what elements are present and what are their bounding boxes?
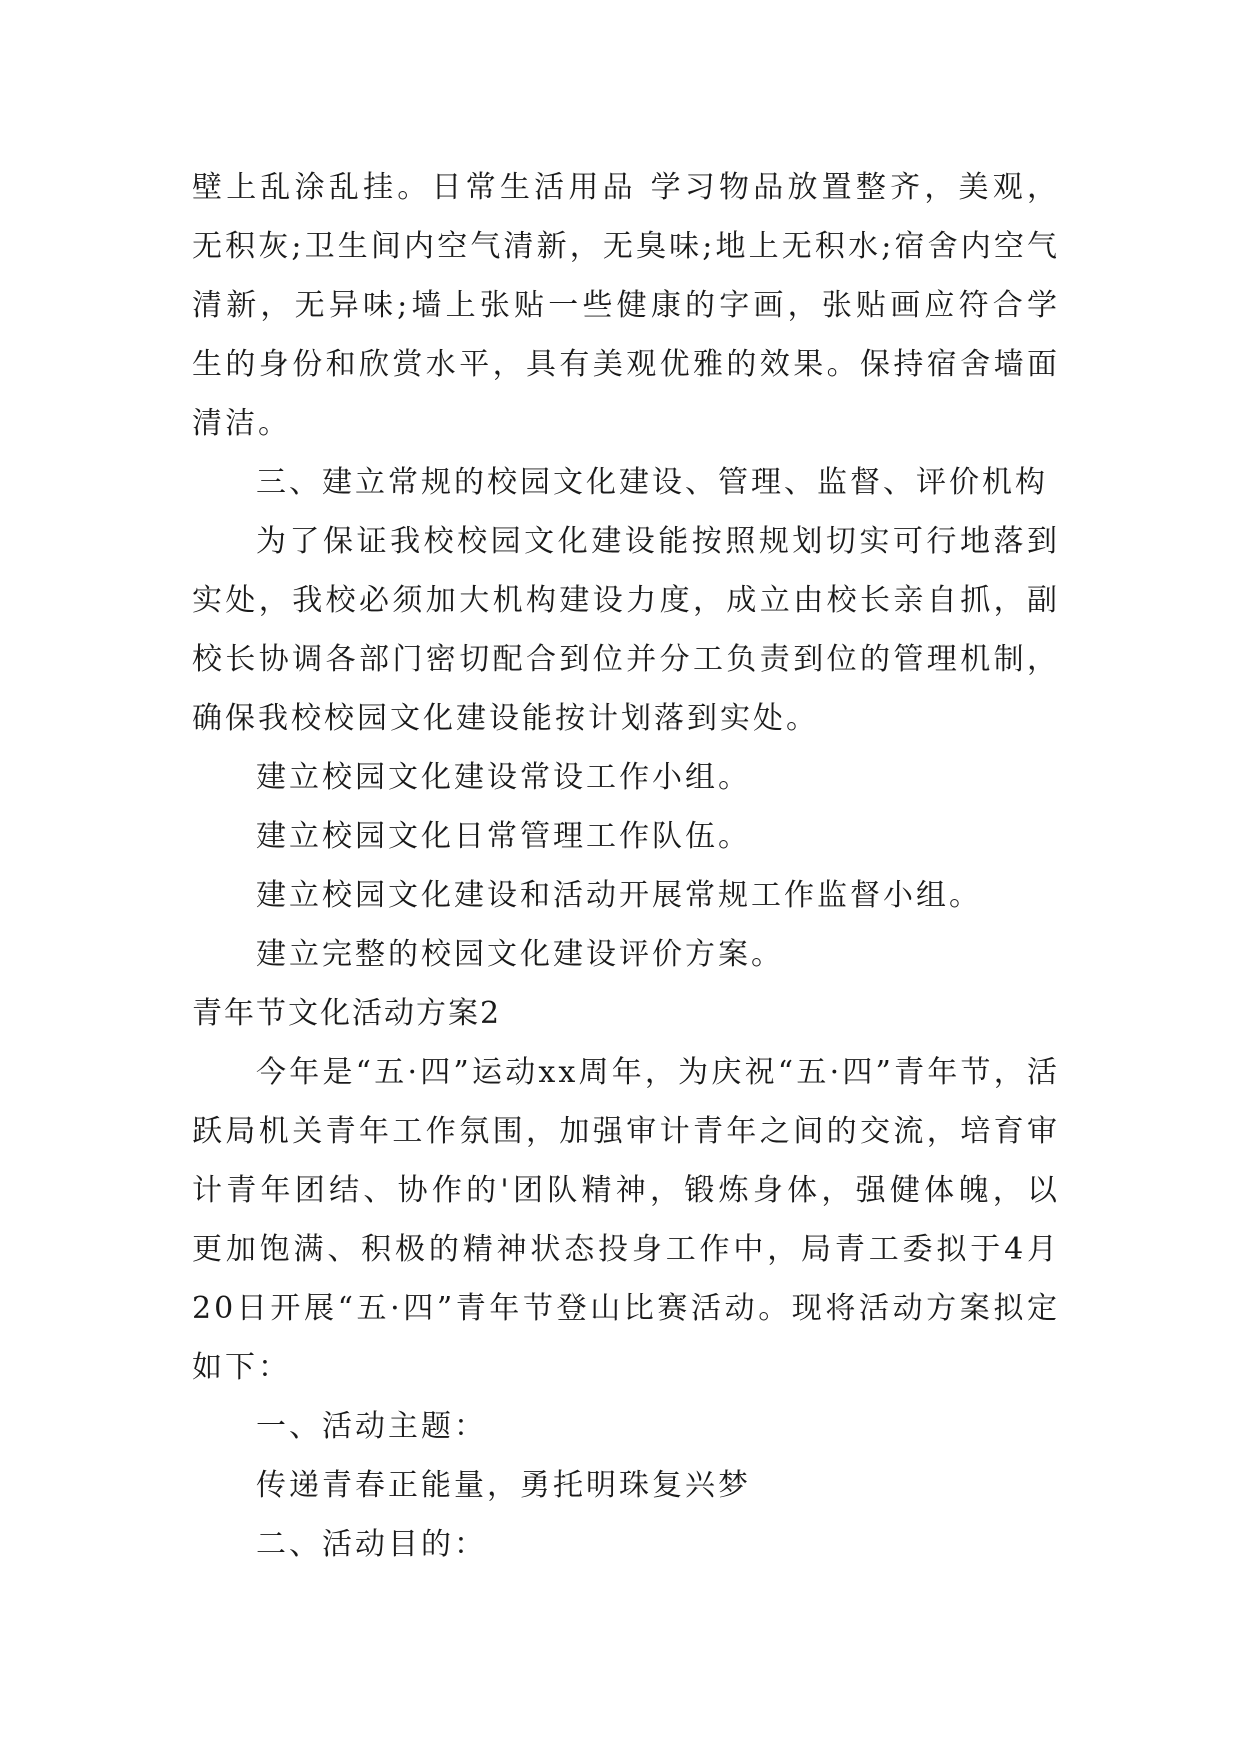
section-one-title: 一、活动主题：	[256, 1409, 487, 1444]
section-two-title: 二、活动目的：	[256, 1527, 487, 1562]
section-three-title: 三、建立常规的校园文化建设、管理、监督、评价机构	[256, 465, 1048, 500]
document-body	[192, 158, 1060, 1574]
document-heading: 青年节文化活动方案2	[192, 996, 502, 1031]
list-item-evaluation-plan: 建立完整的校园文化建设评价方案。	[256, 937, 784, 972]
list-item-working-group: 建立校园文化建设常设工作小组。	[256, 760, 751, 795]
paragraph-intro: 今年是“五·四”运动xx周年，为庆祝“五·四”青年节，活跃局机关青年工作氛围，加强审计青年之间的交流，培育审计青年团结、协作的'团队精神，锻炼身体，强健体魄，以更加饱满、积极的精神状态投身工作中，局青工委拟于4月20日开展“五·四”青年节登山比赛活动。现将活动方案拟定如下：	[192, 1055, 1060, 1385]
paragraph-mechanism: 为了保证我校校园文化建设能按照规划切实可行地落到实处，我校必须加大机构建设力度，成立由校长亲自抓，副校长协调各部门密切配合到位并分工负责到位的管理机制，确保我校校园文化建设能按计划落到实处。	[192, 524, 1060, 736]
list-item-management-team: 建立校园文化日常管理工作队伍。	[256, 819, 751, 854]
theme-text: 传递青春正能量，勇托明珠复兴梦	[256, 1468, 751, 1503]
paragraph-dorm-hygiene: 壁上乱涂乱挂。日常生活用品 学习物品放置整齐，美观，无积灰;卫生间内空气清新，无臭味;地上无积水;宿舍内空气清新，无异味;墙上张贴一些健康的字画，张贴画应符合学生的身份和欣赏水平，具有美观优雅的效果。保持宿舍墙面清洁。	[192, 170, 1060, 441]
list-item-supervision-group: 建立校园文化建设和活动开展常规工作监督小组。	[256, 878, 982, 913]
